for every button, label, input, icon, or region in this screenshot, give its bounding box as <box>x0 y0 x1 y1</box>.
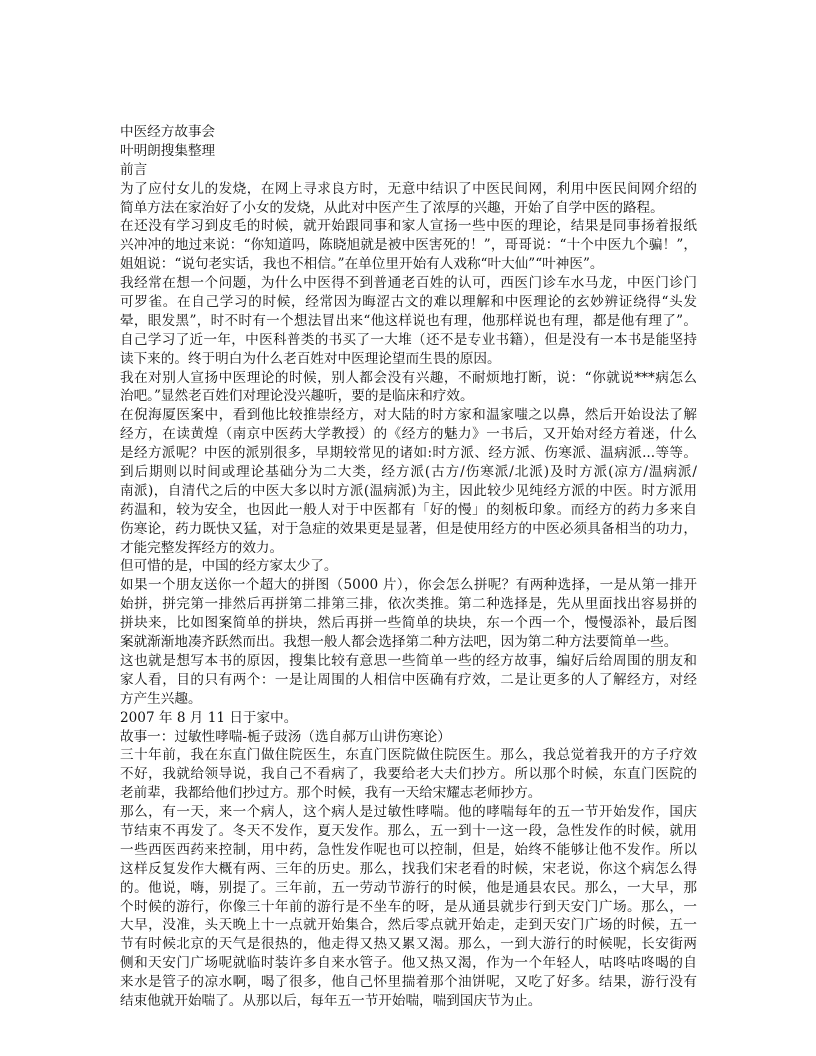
text-line: 治吧。”显然老百姓们对理论没兴趣听，要的是临床和疗效。 <box>120 388 474 405</box>
paragraph <box>120 709 697 728</box>
paragraph <box>120 217 697 274</box>
text-line: 可罗雀。在自己学习的时候，经常因为晦涩古文的难以理解和中医理论的玄妙辨证绕得“头发 <box>120 294 697 311</box>
text-line: 到后期则以时间或理论基础分为二大类，经方派(古方/伤寒派/北派)及时方派(凉方/温病派/ <box>120 464 697 481</box>
text-line: 大早，没准，头天晚上十一点就开始集合，然后零点就开始走，走到天安门广场的时候，五一 <box>120 917 697 934</box>
text-line: 老前辈，我都给他们抄过方。那个时候，我有一天给宋耀志老师抄方。 <box>120 785 542 802</box>
text-line: 在还没有学习到皮毛的时候，就开始跟同事和家人宣扬一些中医的理论，结果是同事扬着报纸 <box>120 218 697 235</box>
text-line: 这也就是想写本书的原因，搜集比较有意思一些简单一些的经方故事，编好后给周围的朋友和 <box>120 652 697 669</box>
text-line: 是经方派呢？中医的派别很多，早期较常见的诸如:时方派、经方派、伤寒派、温病派...等等。 <box>120 445 697 462</box>
text-line: 晕，眼发黑”，时不时有一个想法冒出来“他这样说也有理，他那样说也有理，都是他有理了”。 <box>120 312 697 329</box>
text-line: 南派)，自清代之后的中医大多以时方派(温病派)为主，因此较少见纯经方派的中医。时方派用 <box>120 482 697 499</box>
text-line: 案就渐渐地凑齐跃然而出。我想一般人都会选择第二种方法吧，因为第二种方法要简单一些。 <box>120 634 678 651</box>
text-line: 个时候的游行，你像三十年前的游行是不坐车的呀，是从通县就步行到天安门广场。那么，一 <box>120 898 697 915</box>
text-line: 如果一个朋友送你一个超大的拼图（5000 片），你会怎么拼呢？有两种选择，一是从第一排开 <box>120 577 697 594</box>
text-line: 侧和天安门广场呢就临时装许多自来水管子。他又热又渴，作为一个年轻人，咕咚咕咚喝的自 <box>120 955 697 972</box>
text-line: 始拼，拼完第一排然后再拼第二排第三排，依次类推。第二种选择是，先从里面找出容易拼的 <box>120 596 697 613</box>
text-line: 为了应付女儿的发烧，在网上寻求良方时，无意中结识了中医民间网，利用中医民间网介绍的 <box>120 180 697 197</box>
text-line: 那么，有一天，来一个病人，这个病人是过敏性哮喘。他的哮喘每年的五一节开始发作，国庆 <box>120 804 697 821</box>
text-line: 家人看，目的只有两个：一是让周围的人相信中医确有疗效，二是让更多的人了解经方，对经 <box>120 671 697 688</box>
paragraph <box>120 369 697 407</box>
document-body <box>120 123 697 1011</box>
paragraph <box>120 180 697 218</box>
text-line: 读下来的。终于明白为什么老百姓对中医理论望而生畏的原因。 <box>120 350 501 367</box>
text-line: 自己学习了近一年，中医科普类的书买了一大堆（还不是专业书籍），但是没有一本书是能坚持 <box>120 331 697 348</box>
text-line: 但可惜的是，中国的经方家太少了。 <box>120 558 338 575</box>
text-line: 2007 年 8 月 11 日于家中。 <box>120 709 298 726</box>
text-line: 三十年前，我在东直门做住院医生，东直门医院做住院医生。那么，我总觉着我开的方子疗效 <box>120 747 697 764</box>
text-line: 简单方法在家治好了小女的发烧，从此对中医产生了浓厚的兴趣，开始了自学中医的路程。 <box>120 199 664 216</box>
text-line: 方产生兴趣。 <box>120 690 202 707</box>
paragraph <box>120 746 697 803</box>
document-author: 叶明朗搜集整理 <box>120 142 216 159</box>
text-line: 节结束不再发了。冬天不发作，夏天发作。那么，五一到十一这一段，急性发作的时候，就用 <box>120 822 697 839</box>
paragraph <box>120 728 697 747</box>
text-line: 经方，在读黄煌（南京中医药大学教授）的《经方的魅力》一书后，又开始对经方着迷，什么 <box>120 426 697 443</box>
text-line: 这样反复发作大概有两、三年的历史。那么，找我们宋老看的时候，宋老说，你这个病怎么得 <box>120 860 697 877</box>
paragraph <box>120 652 697 709</box>
text-line: 不好，我就给领导说，我自己不看病了，我要给老大夫们抄方。所以那个时候，东直门医院的 <box>120 766 697 783</box>
paragraph <box>120 803 697 1011</box>
text-line: 伤寒论，药力既快又猛，对于急症的效果更是显著，但是使用经方的中医必须具备相当的功力， <box>120 520 697 537</box>
text-line: 才能完整发挥经方的效力。 <box>120 539 284 556</box>
paragraph <box>120 576 697 652</box>
paragraph <box>120 557 697 576</box>
text-line: 故事一：过敏性哮喘-栀子豉汤（选自郝万山讲伤寒论） <box>120 728 451 745</box>
text-line: 结束他就开始喘了。从那以后，每年五一节开始喘，喘到国庆节为止。 <box>120 992 542 1009</box>
text-line: 我在对别人宣扬中医理论的时候，别人都会没有兴趣，不耐烦地打断，说：“你就说***病怎么 <box>120 369 697 386</box>
text-line: 兴冲冲的地过来说：“你知道吗，陈晓旭就是被中医害死的！”，哥哥说：“十个中医九个骗！”， <box>120 237 697 254</box>
text-line: 在倪海厦医案中，看到他比较推崇经方，对大陆的时方家和温家嗤之以鼻，然后开始设法了解 <box>120 407 697 424</box>
text-line: 拼块来，比如图案简单的拼块，然后再拼一些简单的块块，东一个西一个，慢慢添补，最后图 <box>120 615 697 632</box>
text-line: 姐姐说：“说句老实话，我也不相信。”在单位里开始有人戏称“叶大仙”“叶神医”。 <box>120 256 604 273</box>
document-title: 中医经方故事会 <box>120 124 216 140</box>
text-line: 节有时候北京的天气是很热的，他走得又热又累又渴。那么，一到大游行的时候呢，长安街两 <box>120 936 697 953</box>
text-line: 来水是管子的凉水啊，喝了很多，他自己怀里揣着那个油饼呢，又吃了好多。结果，游行没有 <box>120 974 697 991</box>
text-line: 药温和，较为安全，也因此一般人对于中医都有「好的慢」的刻板印象。而经方的药力多来自 <box>120 501 697 518</box>
paragraph <box>120 406 697 557</box>
paragraphs <box>120 180 697 1011</box>
text-line: 的。他说，嗨，别提了。三年前，五一劳动节游行的时候，他是通县农民。那么，一大早，那 <box>120 879 697 896</box>
text-line: 一些西医西药来控制，用中药，急性发作呢也可以控制，但是，始终不能够让他不发作。所以 <box>120 841 697 858</box>
paragraph <box>120 274 697 368</box>
preface-heading: 前言 <box>120 161 148 178</box>
text-line: 我经常在想一个问题，为什么中医得不到普通老百姓的认可，西医门诊车水马龙，中医门诊门 <box>120 275 697 292</box>
